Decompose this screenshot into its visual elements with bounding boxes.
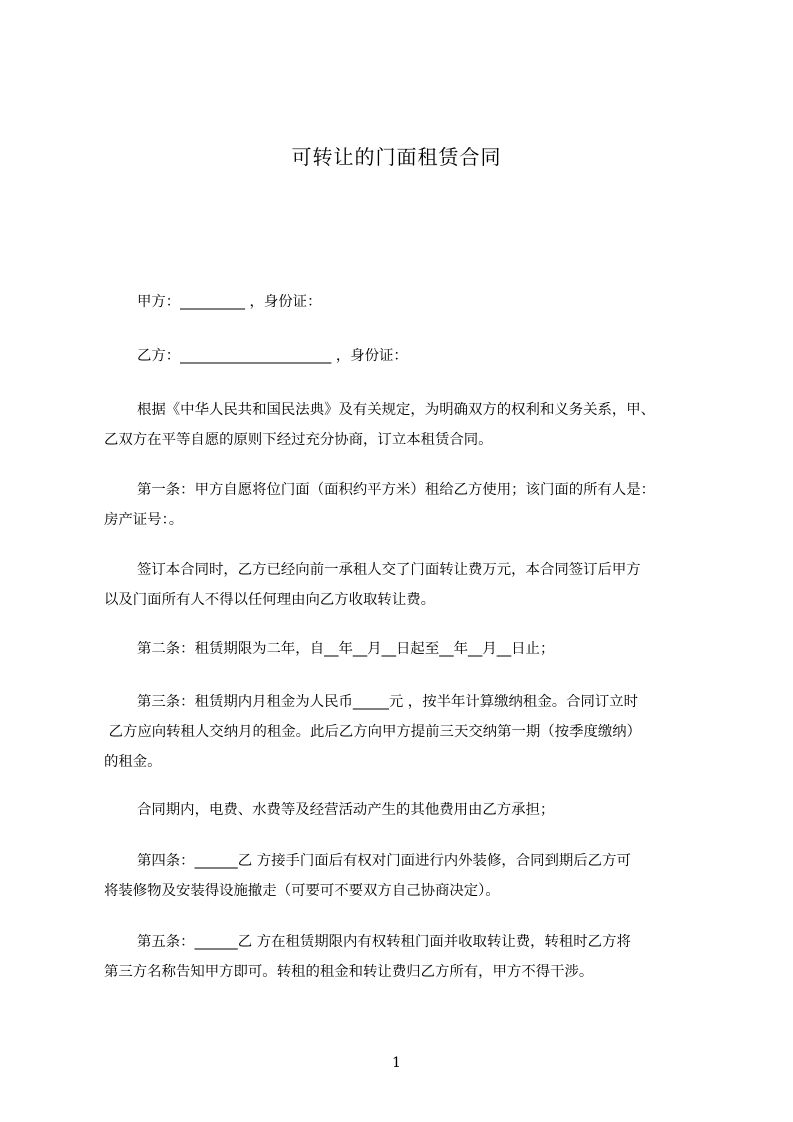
text-line: 第一条：甲方自愿将位门面（面积约平方米）租给乙方使用；该门面的所有人是：: [137, 482, 656, 498]
transfer-fee-paragraph: [104, 555, 704, 615]
article-4-paragraph: [104, 846, 704, 906]
page-number: 1: [392, 1055, 401, 1071]
text-line: 以及门面所有人不得以任何理由向乙方收取转让费。: [104, 592, 435, 608]
text-line: 签订本合同时，乙方已经向前一承租人交了门面转让费万元，本合同签订后甲方: [137, 562, 641, 578]
text-line: 乙方：_____________________ ，身份证：: [137, 348, 408, 364]
article-2-paragraph: [104, 634, 704, 664]
document-title: 可转让的门面租赁合同: [291, 145, 502, 169]
text-line: 第三条：租赁期内月租金为人民币_____元 ，按半年计算缴纳租金。合同订立时: [137, 694, 639, 710]
article-5-paragraph: [104, 927, 704, 987]
text-line: 甲方：_________ ，身份证：: [137, 294, 322, 310]
text-line: 第四条：______乙 方接手门面后有权对门面进行内外装修，合同到期后乙方可: [137, 853, 631, 869]
text-line: 合同期内，电费、水费等及经营活动产生的其他费用由乙方承担；: [137, 802, 555, 818]
article-1-paragraph: [104, 475, 704, 535]
text-line: 的租金。: [104, 754, 162, 770]
text-line: 根据《中华人民共和国民法典》及有关规定，为明确双方的权利和义务关系，甲、: [137, 402, 656, 418]
party-b-line: [104, 341, 704, 371]
text-line: 乙方应向转租人交纳月的租金。此后乙方向甲方提前三天交纳第一期（按季度缴纳）: [104, 724, 642, 740]
article-3-paragraph: [104, 687, 704, 777]
text-line: 乙双方在平等自愿的原则下经过充分协商，订立本租赁合同。: [104, 432, 493, 448]
text-line: 第二条：租赁期限为二年，自__年__月__日起至__年__月__日止；: [137, 641, 555, 657]
text-line: 第三方名称告知甲方即可。转租的租金和转让费归乙方所有，甲方不得干涉。: [104, 964, 594, 980]
preamble-paragraph: [104, 395, 704, 455]
text-line: 房产证号：。: [104, 512, 184, 528]
text-line: 第五条：______乙 方在租赁期限内有权转租门面并收取转让费，转租时乙方将: [137, 934, 631, 950]
text-line: 将装修物及安装得设施撤走（可要可不要双方自己协商决定）。: [104, 883, 500, 899]
utilities-paragraph: [104, 795, 704, 825]
party-a-line: [104, 287, 704, 317]
